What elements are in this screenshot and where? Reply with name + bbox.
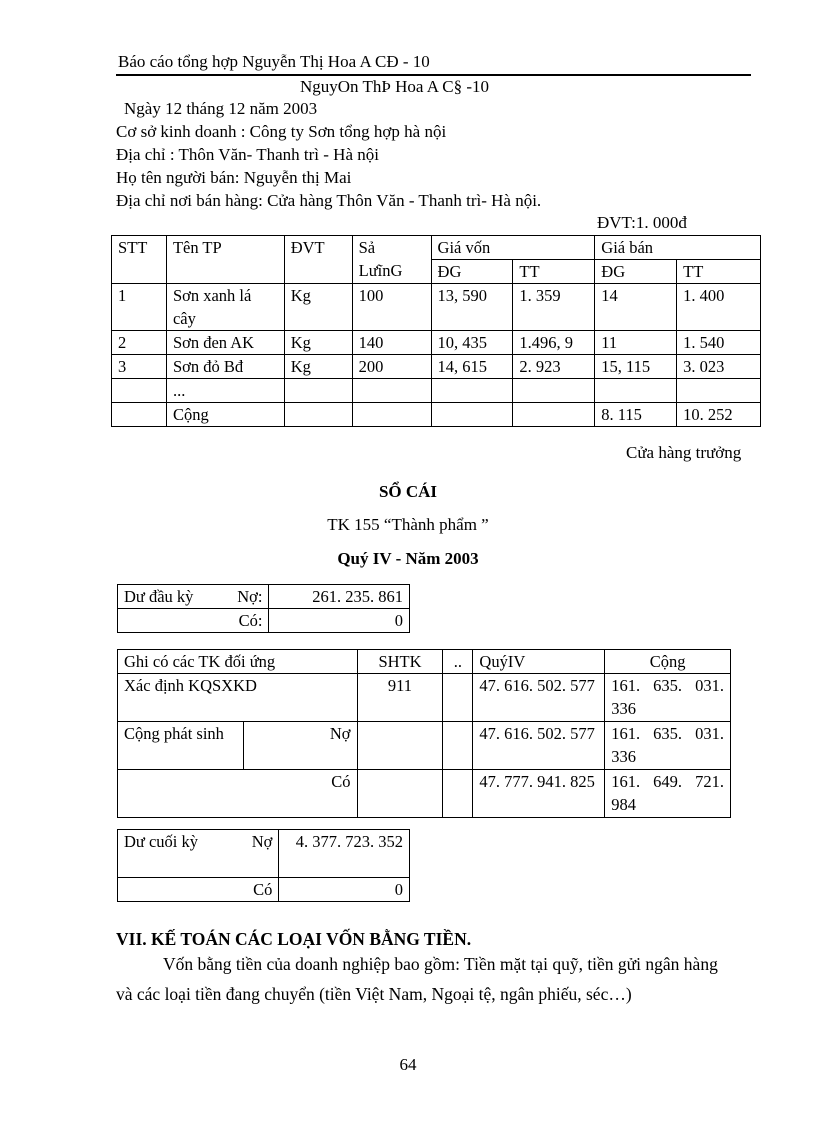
closing-debit-row: [118, 830, 410, 878]
table-row: [112, 284, 761, 331]
cell-cost-dg: [431, 379, 513, 403]
header-sale-dg: ĐG: [595, 260, 677, 284]
table-row: [112, 331, 761, 355]
opening-credit-value: 0: [269, 609, 410, 633]
signature-label: Cửa hàng trưởng: [626, 443, 742, 462]
opening-label: Dư đầu kỳ: [124, 587, 194, 606]
closing-debit-label: Nợ: [251, 832, 273, 851]
cell-sale-tt: 1. 540: [677, 331, 761, 355]
opening-label-cell: [118, 585, 269, 609]
row-total: 161. 635. 031. 336: [605, 722, 731, 770]
cell-qty: 100: [352, 284, 431, 331]
cell-cost-tt: 1. 359: [513, 284, 595, 331]
cell-name: ...: [166, 379, 284, 403]
closing-label-cell: [118, 830, 279, 878]
ledger-header-row: [118, 650, 731, 674]
invoice-date: Ngày 12 tháng 12 năm 2003: [124, 99, 318, 118]
row-debit-label: Nợ: [243, 722, 357, 770]
opening-debit-value: 261. 235. 861: [269, 585, 410, 609]
opening-debit-label: Nợ:: [237, 587, 263, 606]
header-dots: ..: [443, 650, 473, 674]
cell-cost-tt: 1.496, 9: [513, 331, 595, 355]
opening-debit-row: [118, 585, 410, 609]
cell-qty: 200: [352, 355, 431, 379]
row-total: 161. 649. 721. 984: [605, 770, 731, 818]
header-shtk: SHTK: [357, 650, 443, 674]
header-qty-line2: LưĩnG: [358, 261, 403, 280]
table-row: [112, 379, 761, 403]
row-total: 161. 635. 031. 336: [605, 674, 731, 722]
cell-stt: 1: [112, 284, 167, 331]
cell-cost-dg: 14, 615: [431, 355, 513, 379]
table-header-row: [112, 236, 761, 260]
header-sale: Giá bán: [595, 236, 761, 260]
ledger-row-credit: [118, 770, 731, 818]
opening-credit-row: [118, 609, 410, 633]
cell-unit: Kg: [284, 331, 352, 355]
header-sale-tt: TT: [677, 260, 761, 284]
cell-cost-dg: 13, 590: [431, 284, 513, 331]
header-cost-dg: ĐG: [431, 260, 513, 284]
cell-cost-tt: [513, 379, 595, 403]
cell-name: Sơn đỏ Bđ: [166, 355, 284, 379]
cell-stt: 3: [112, 355, 167, 379]
section-paragraph-line1: Vốn bằng tiền của doanh nghiệp bao gồm: Tiền mặt tại quỹ, tiền gửi ngân hàng: [163, 954, 718, 974]
cell-qty: 140: [352, 331, 431, 355]
row-account: Xác định KQSXKD: [118, 674, 358, 722]
row-quarter: 47. 616. 502. 577: [473, 722, 605, 770]
row-shtk: 911: [357, 674, 443, 722]
cell-stt: 2: [112, 331, 167, 355]
cell-name: Sơn xanh lá cây: [166, 284, 284, 331]
cell-unit: [284, 403, 352, 427]
garbled-subtitle: NguyOn ThÞ Hoa A C§ -10: [300, 77, 490, 96]
cell-stt: [112, 379, 167, 403]
closing-debit-value: 4. 377. 723. 352: [279, 830, 410, 878]
cell-cost-dg: [431, 403, 513, 427]
cell-sale-tt: 10. 252: [677, 403, 761, 427]
cell-sale-dg: 15, 115: [595, 355, 677, 379]
seller-line: Họ tên người bán: Nguyễn thị Mai: [116, 168, 352, 187]
cell-stt: [112, 403, 167, 427]
cell-qty: [352, 403, 431, 427]
cell-name: Cộng: [166, 403, 284, 427]
section-paragraph-line2: và các loại tiền đang chuyển (tiền Việt Nam, Ngoại tệ, ngân phiếu, séc…): [116, 984, 632, 1004]
row-credit-label: Có: [243, 770, 357, 818]
business-line: Cơ sở kinh doanh : Công ty Sơn tổng hợp hà nội: [116, 122, 447, 141]
opening-credit-label: Có:: [118, 609, 269, 633]
closing-credit-value: 0: [279, 878, 410, 902]
header-qty: [352, 236, 431, 284]
cell-sale-tt: 3. 023: [677, 355, 761, 379]
row-shtk: [357, 722, 443, 770]
opening-balance-table: [117, 584, 410, 633]
header-rule: [116, 74, 751, 76]
unit-note: ĐVT:1. 000đ: [597, 213, 687, 232]
running-header: Báo cáo tổng hợp Nguyễn Thị Hoa A CĐ - 10: [118, 52, 430, 71]
page-number: 64: [399, 1055, 417, 1074]
cell-sale-tt: 1. 400: [677, 284, 761, 331]
row-quarter: 47. 616. 502. 577: [473, 674, 605, 722]
cell-unit: Kg: [284, 355, 352, 379]
ledger-row-debit: [118, 722, 731, 770]
header-name: Tên TP: [166, 236, 284, 284]
closing-balance-table: [117, 829, 410, 902]
header-qty-line1: Sả: [358, 238, 376, 257]
closing-label: Dư cuối kỳ: [124, 832, 199, 851]
cell-unit: Kg: [284, 284, 352, 331]
row-dots: [443, 722, 473, 770]
header-total: Cộng: [605, 650, 731, 674]
cell-unit: [284, 379, 352, 403]
table-row: [112, 355, 761, 379]
cell-sale-tt: [677, 379, 761, 403]
cell-name: Sơn đen AK: [166, 331, 284, 355]
invoice-table: [111, 235, 761, 427]
header-cost: Giá vốn: [431, 236, 595, 260]
header-account: Ghi có các TK đối ứng: [118, 650, 358, 674]
header-unit: ĐVT: [284, 236, 352, 284]
section-heading: VII. KẾ TOÁN CÁC LOẠI VỐN BẰNG TIỀN.: [116, 929, 472, 949]
cell-sale-dg: [595, 379, 677, 403]
cell-cost-tt: 2. 923: [513, 355, 595, 379]
row-label: [118, 770, 244, 818]
header-quarter: QuýIV: [473, 650, 605, 674]
row-dots: [443, 770, 473, 818]
row-label: Cộng phát sinh: [118, 722, 244, 770]
ledger-title: SỔ CÁI: [378, 482, 438, 501]
cell-cost-dg: 10, 435: [431, 331, 513, 355]
cell-sale-dg: 8. 115: [595, 403, 677, 427]
ledger-period: Quý IV - Năm 2003: [337, 549, 479, 568]
cell-sale-dg: 14: [595, 284, 677, 331]
shop-address-line: Địa chỉ nơi bán hàng: Cửa hàng Thôn Văn - Thanh trì- Hà nội.: [116, 191, 542, 210]
cell-sale-dg: 11: [595, 331, 677, 355]
cell-cost-tt: [513, 403, 595, 427]
row-dots: [443, 674, 473, 722]
closing-credit-row: [118, 878, 410, 902]
cell-qty: [352, 379, 431, 403]
row-quarter: 47. 777. 941. 825: [473, 770, 605, 818]
ledger-row-kqsxkd: [118, 674, 731, 722]
closing-credit-label: Có: [118, 878, 279, 902]
table-total-row: [112, 403, 761, 427]
ledger-account: TK 155 “Thành phẩm ”: [327, 515, 489, 534]
ledger-main-table: [117, 649, 731, 818]
address-line: Địa chỉ : Thôn Văn- Thanh trì - Hà nội: [116, 145, 379, 164]
row-shtk: [357, 770, 443, 818]
header-cost-tt: TT: [513, 260, 595, 284]
header-stt: STT: [112, 236, 167, 284]
